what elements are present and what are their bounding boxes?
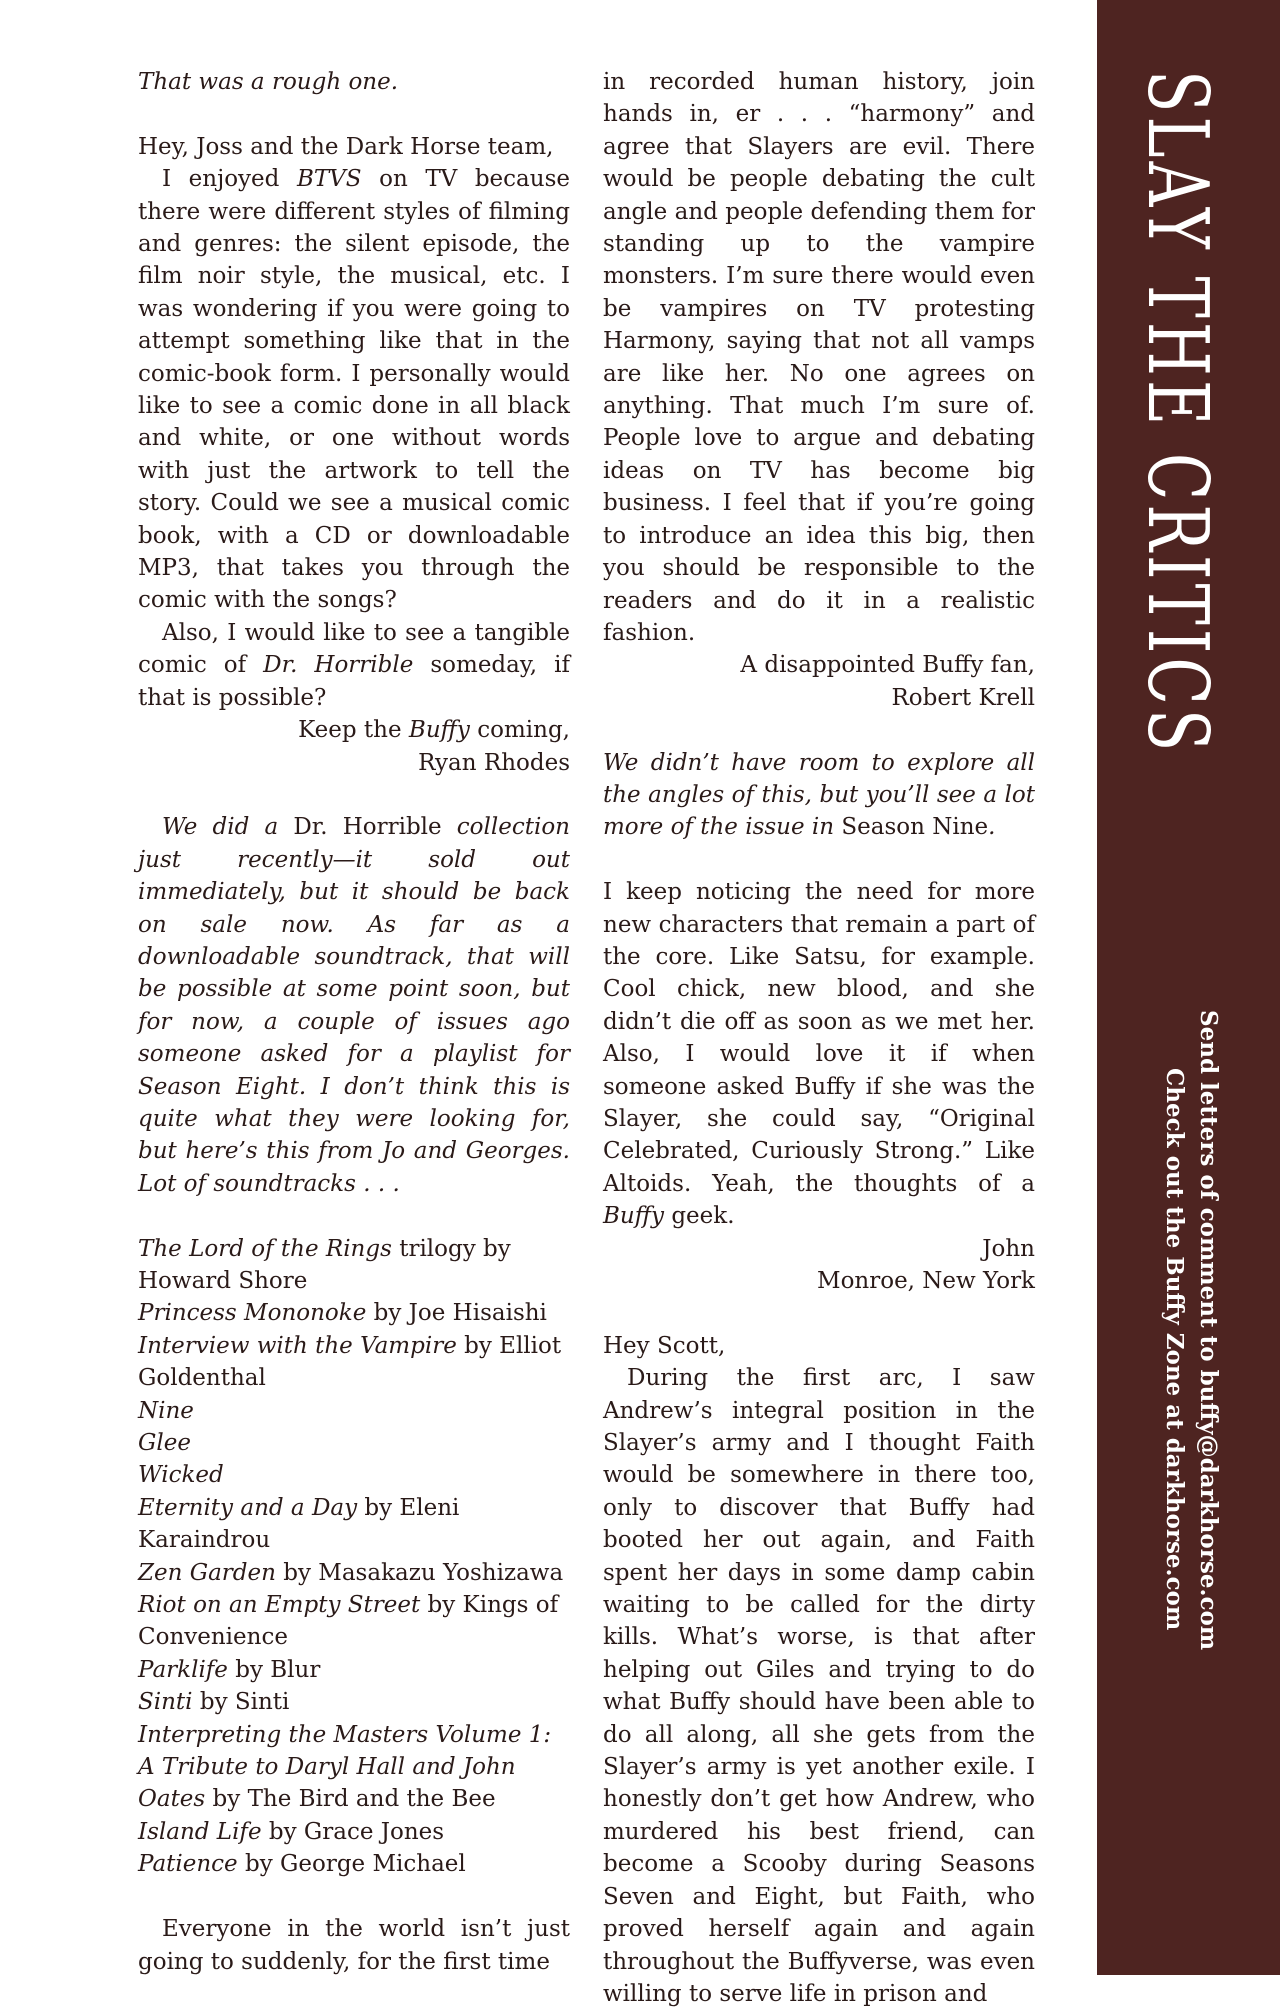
letter-salutation: Hey Scott, [603,1332,726,1359]
playlist-item: Parklife by Blur [138,1656,321,1683]
letter-paragraph: Everyone in the world isn’t just going to suddenly, for the first time [138,1916,570,1975]
editor-reply: We didn’t have room to explore all the angles of this, but you’ll see a lot more of the issue in Season Nine. [603,749,1035,841]
letter-opening-remark: That was a rough one. [138,69,399,95]
contact-email-line: Send letters of comment to buffy@darkhorse.com [1195,1010,1222,1651]
editor-reply: We did a Dr. Horrible collection just recently—it sold out immediately, but it should be back on sale now. As far as a downloadable soundtrack, that will be possible at some point soon, but for now, a couple of issues ago someone asked for a playlist for Season Eight. I don’t think this is quite what they were looking for, but here’s this from Jo and Georges. Lot of soundtracks . . . [138,814,570,1197]
right-column [603,66,1035,2010]
playlist-item: Zen Garden by Masakazu Yoshizawa [138,1559,564,1586]
letter-paragraph: I enjoyed BTVS on TV because there were different styles of filming and genres: the silent episode, the film noir style, the musical, etc. I was wondering if you were going to attempt something like that in the comic-book form. I personally would like to see a comic done in all black and white, or one without words with just the artwork to tell the story. Could we see a musical comic book, with a CD or downloadable MP3, that takes you through the comic with the songs? [138,166,570,614]
playlist-item: Wicked [138,1462,224,1489]
letter-signoff: Keep the Buffy coming, [298,717,570,744]
letter-paragraph: I keep noticing the need for more new characters that remain a part of the core. Like Satsu, for example. Cool chick, new blood, and she didn’t die off as soon as we met her. Also, I would love it if when someone asked Buffy if she was the Slayer, she could say, “Original Celebrated, Curiously Strong.” Like Altoids. Yeah, the thoughts of a Buffy geek. [603,879,1035,1230]
playlist-item: Interpreting the Masters Volume 1: A Tribute to Daryl Hall and John Oates by The Bird and the Bee [138,1721,552,1813]
letter-author: John [982,1235,1035,1262]
playlist-item: Eternity and a Day by Eleni Karaindrou [138,1494,460,1554]
letter-author: Robert Krell [891,684,1035,711]
playlist [138,1233,570,1881]
letter-author: Ryan Rhodes [418,749,570,776]
letter-signoff: A disappointed Buffy fan, [740,652,1035,679]
playlist-item: Island Life by Grace Jones [138,1818,445,1845]
left-column [138,66,570,1978]
playlist-item: Princess Mononoke by Joe Hisaishi [138,1300,547,1327]
playlist-item: The Lord of the Rings trilogy by Howard Shore [138,1235,511,1294]
playlist-item: Interview with the Vampire by Elliot Goldenthal [138,1332,562,1392]
playlist-item: Glee [138,1430,191,1457]
playlist-item: Nine [138,1397,194,1424]
letter-paragraph: During the first arc, I saw Andrew’s integral position in the Slayer’s army and I thought Faith would be somewhere in there too, only to discover that Buffy had booted her out again, and Faith spent her days in some damp cabin waiting to be called for the dirty kills. What’s worse, is that after helping out Giles and trying to do what Buffy should have been able to do all along, all she gets from the Slayer’s army is yet another exile. I honestly don’t get how Andrew, who murdered his best friend, can become a Scooby during Seasons Seven and Eight, but Faith, who proved herself again and again throughout the Buffyverse, was even willing to serve life in prison and [603,1365,1035,2007]
letter-paragraph: Also, I would like to see a tangible comic of Dr. Horrible someday, if that is possible? [138,619,570,711]
playlist-item: Patience by George Michael [138,1851,466,1878]
letter-salutation: Hey, Joss and the Dark Horse team, [138,133,554,160]
playlist-item: Sinti by Sinti [138,1689,290,1716]
playlist-item: Riot on an Empty Street by Kings of Convenience [138,1592,559,1651]
section-title: SLAY THE CRITICS [1128,70,1228,756]
website-line: Check out the Buffy Zone at darkhorse.com [1161,1068,1188,1631]
letter-paragraph: in recorded human history, join hands in, er . . . “harmony” and agree that Slayers are evil. There would be people debating the cult angle and people defending them for standing up to the vampire monsters. I’m sure there would even be vampires on TV protesting Harmony, saying that not all vamps are like her. No one agrees on anything. That much I’m sure of. People love to argue and debating ideas on TV has become big business. I feel that if you’re going to introduce an idea this big, then you should be responsible to the readers and do it in a realistic fashion. [603,69,1035,646]
letter-author-location: Monroe, New York [817,1268,1035,1294]
